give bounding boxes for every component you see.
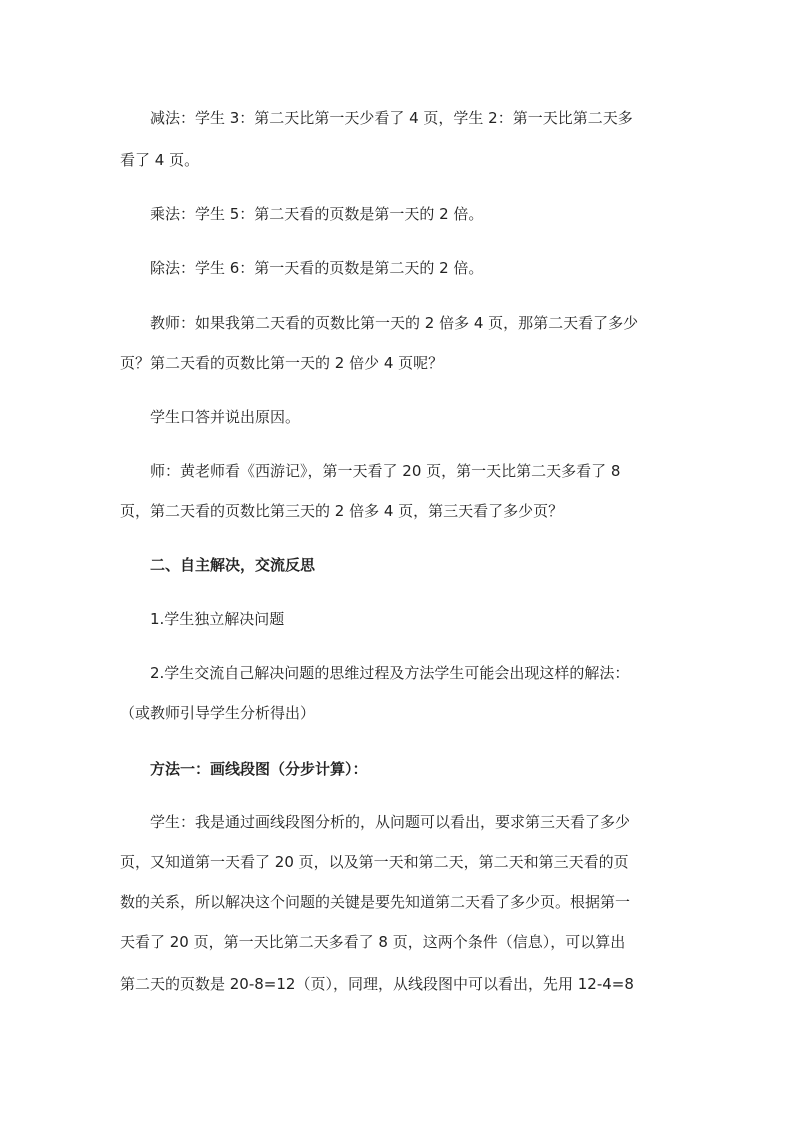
paragraph-teacher-question: 教师：如果我第二天看的页数比第一天的 2 倍多 4 页，那第二天看了多少: [150, 314, 639, 332]
paragraph-teacher-problem: 师：黄老师看《西游记》，第一天看了 20 页，第一天比第二天多看了 8: [150, 462, 621, 480]
paragraph-student-method-line5: 第二天的页数是 20-8=12（页），同理，从线段图中可以看出，先用 12-4=8: [120, 975, 634, 993]
paragraph-subtraction: 减法：学生 3：第二天比第一天少看了 4 页，学生 2：第一天比第二天多: [150, 109, 633, 127]
section-heading: 二、自主解决，交流反思: [150, 556, 316, 574]
paragraph-teacher-question-cont: 页？第二天看的页数比第一天的 2 倍少 4 页呢？: [120, 354, 444, 372]
paragraph-teacher-problem-cont: 页，第二天看的页数比第三天的 2 倍多 4 页，第三天看了多少页？: [120, 502, 564, 520]
list-item-2-cont: （或教师引导学生分析得出）: [120, 704, 316, 722]
paragraph-student-method-line4: 天看了 20 页，第一天比第二天多看了 8 页，这两个条件（信息），可以算出: [120, 933, 626, 951]
paragraph-students-answer: 学生口答并说出原因。: [150, 408, 301, 426]
list-item-1: 1.学生独立解决问题: [150, 610, 285, 628]
paragraph-multiplication: 乘法：学生 5：第二天看的页数是第一天的 2 倍。: [150, 205, 484, 223]
list-item-2: 2.学生交流自己解决问题的思维过程及方法学生可能会出现这样的解法：: [150, 664, 630, 682]
method-heading: 方法一：画线段图（分步计算）：: [150, 760, 368, 778]
paragraph-division: 除法：学生 6：第一天看的页数是第二天的 2 倍。: [150, 259, 484, 277]
paragraph-subtraction-cont: 看了 4 页。: [120, 151, 200, 169]
paragraph-student-method-line3: 数的关系，所以解决这个问题的关键是要先知道第二天看了多少页。根据第一: [120, 893, 631, 911]
paragraph-student-method: 学生：我是通过画线段图分析的，从问题可以看出，要求第三天看了多少: [150, 813, 631, 831]
paragraph-student-method-line2: 页，又知道第一天看了 20 页，以及第一天和第二天，第二天和第三天看的页: [120, 853, 629, 871]
